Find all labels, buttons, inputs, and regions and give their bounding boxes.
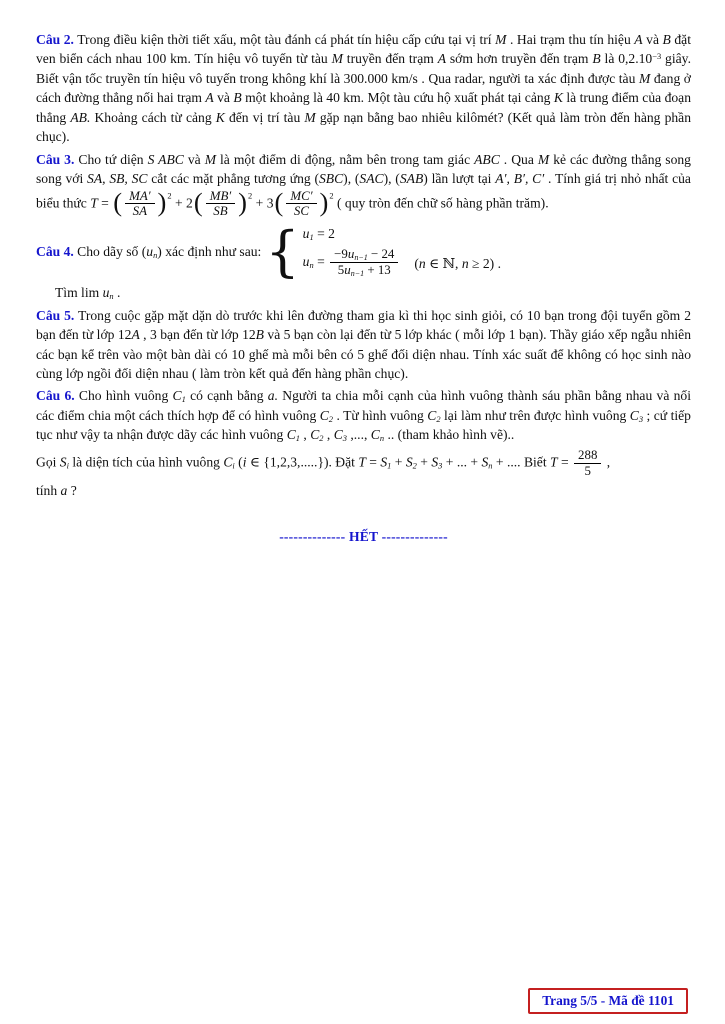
question-5: Câu 5. Trong cuộc gặp mặt dặn dò trước khi lên đường tham gia kì thi học sinh giỏi, có 10 bạn trong đội tuyển gồm 2 bạn đến từ lớp 12A , 3 bạn đến từ lớp 12B và 5 bạn còn lại đến từ 5 lớp khác ( mỗi lớp 1 bạn). Thầy giáo xếp ngẫu nhiên các bạn kể trên vào một bàn dài có 10 ghế mà mỗi bên có 5 ghế đối diện nhau. Tính xác suất để không có học sinh nào cùng lớp ngồi đối diện nhau ( làm tròn kết quả đến hàng phần chục).: [36, 307, 691, 381]
question-4: [36, 220, 691, 284]
question-2: Câu 2. Trong điều kiện thời tiết xấu, một tàu đánh cá phát tín hiệu cấp cứu tại vị trí M . Hai trạm thu tín hiệu A và B đặt ven biển cách nhau 100 km. Tín hiệu vô tuyến từ tàu M truyền đến trạm A sớm hơn truyền đến trạm B là $0,2.10^{-3}$ giây. Biết vận tốc truyền tín hiệu vô tuyến trong không khí là 300.000 km/s . Qua radar, người ta xác định được tàu M đang ở cách đường thẳng nối hai trạm A và B một khoảng là 40 km. Một tàu cứu hộ xuất phát tại cảng K là trung điểm của đoạn thẳng AB. Khoảng cách từ cảng K đến vị trí tàu M gặp nạn bằng bao nhiêu kilômét? (Kết quả làm tròn đến hàng phần chục).: [36, 32, 691, 145]
case-row-2: $u_n$ = $\frac{-9u_{n-1} - 24}{5u_{n-1} + 13}$: [303, 247, 401, 278]
question-6-find: tính a ?: [36, 483, 77, 499]
left-brace: {: [265, 220, 300, 284]
footer-text: Trang 5/5 - Mã đề 1101: [542, 993, 674, 1008]
end-separator: -------------- HẾT --------------: [279, 528, 448, 544]
question-3: Câu 3. Cho tứ diện S ABC và M là một điểm di động, nằm bên trong tam giác ABC . Qua M kẻ các đường thẳng song song với SA, SB, SC cắt các mặt phẳng tương ứng (SBC), (SAC), (SAB) lần lượt tại A′, B′, C′ . Tính giá trị nhỏ nhất của biểu thức T = ( $\frac{MA'}{SA}$ )$^2$ + 2( $\frac{MB'}{SB}$ )$^2$ + 3( $\frac{MC'}{SC}$ )$^2$ ( quy tròn đến chữ số hàng phần trăm).: [36, 151, 691, 219]
page-footer: [528, 988, 688, 1014]
exam-content: [36, 30, 691, 558]
case-row-1: $u_1 = 2$: [302, 225, 335, 243]
question-6-sum: Gọi $S_i$ là diện tích của hình vuông $C_i$ (i ∈ {1,2,3,.....}). Đặt $T = S_1 + S_2 + S_3$ + ... + $S_n$ + .... Biết T = $\frac{288}{5}$ ,: [36, 446, 611, 478]
sequence-system: [265, 220, 400, 284]
question-4-find: Tìm $\lim u_n$ .: [55, 285, 121, 302]
sequence-condition: (n ∈ ℕ, n ≥ 2) .: [414, 256, 501, 272]
question-4-lead: Câu 4. Cho dãy số $(u_n)$ xác định như sau:: [36, 244, 262, 261]
system-cases: [303, 226, 401, 279]
question-6: Câu 6. Cho hình vuông $C_1$ có cạnh bằng a. Người ta chia mỗi cạnh của hình vuông thành sáu phần bằng nhau và nối các điểm chia một cách thích hợp để có hình vuông $C_2$ . Từ hình vuông $C_2$ lại làm như trên được hình vuông $C_3$ ; cứ tiếp tục như vậy ta nhận được dãy các hình vuông $C_1$ , $C_2$ , $C_3$ ,..., $C_n$ .. (tham khảo hình vẽ)..: [36, 388, 691, 444]
